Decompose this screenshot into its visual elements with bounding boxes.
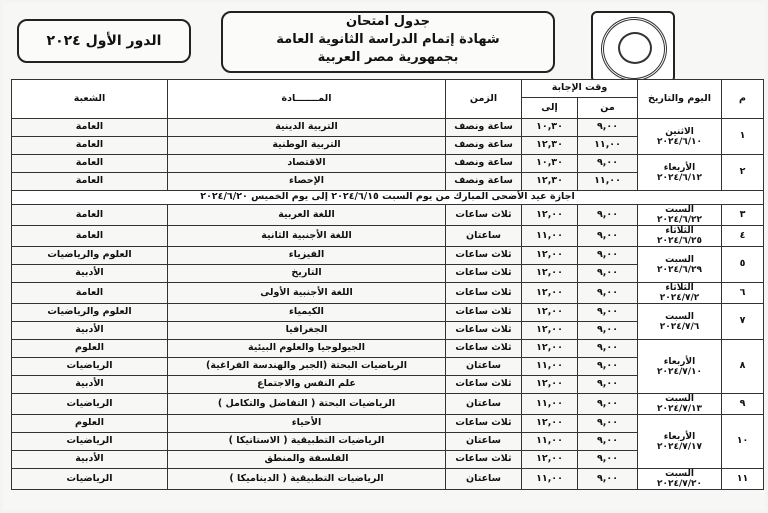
time-to: ١٢,٠٠ [522,283,578,304]
branch: العامة [12,173,168,191]
ministry-logo [591,11,675,83]
time-to: ١٢,٠٠ [522,376,578,394]
subject: التاريخ [168,265,446,283]
day-date-cell [638,394,722,415]
branch: العامة [12,283,168,304]
table-row [12,469,764,490]
duration: ثلاث ساعات [446,283,522,304]
subject: الجغرافيا [168,322,446,340]
day-name: الأربعاء [663,431,696,442]
subject: الرياضيات التطبيقية ( الديناميكا ) [168,469,446,490]
time-from: ١١,٠٠ [578,137,638,155]
day-date-cell [638,283,722,304]
exam-date: ٢٠٢٤/٦/٢٢ [656,215,703,225]
day-number: ٤ [722,226,764,247]
time-from: ٩,٠٠ [578,247,638,265]
time-from: ٩,٠٠ [578,376,638,394]
time-from: ٩,٠٠ [578,205,638,226]
time-to: ١٢,٠٠ [522,265,578,283]
duration: ساعة ونصف [446,137,522,155]
time-to: ١١,٠٠ [522,358,578,376]
day-number: ٣ [722,205,764,226]
exam-date: ٢٠٢٤/٧/٢ [659,293,700,303]
exam-schedule-sheet [3,3,765,510]
branch: العلوم والرياضيات [12,247,168,265]
exam-date: ٢٠٢٤/٦/١٠ [656,136,703,147]
table-row [12,304,764,322]
title-line-2: شهادة إتمام الدراسة الثانوية العامة [276,32,500,47]
subject: اللغة الأجنبية الثانية [168,226,446,247]
time-from: ٩,٠٠ [578,469,638,490]
branch: الرياضيات [12,433,168,451]
day-name: الثلاثاء [665,226,694,236]
schedule-table [11,79,764,490]
time-to: ١٢,٠٠ [522,247,578,265]
time-to: ١٢,٣٠ [522,137,578,155]
day-name: الاثنين [665,126,694,137]
subject: الكيمياء [168,304,446,322]
time-to: ١٢,٠٠ [522,415,578,433]
day-name: السبت [665,254,694,265]
day-name: الأربعاء [663,162,696,173]
branch: العلوم [12,415,168,433]
day-number: ١٠ [722,415,764,469]
subject: الرياضيات التطبيقية ( الاستاتيكا ) [168,433,446,451]
table-row [12,340,764,358]
col-duration: الزمن [446,80,522,119]
table-row [12,283,764,304]
subject: اللغة الأجنبية الأولى [168,283,446,304]
title-line-1: جدول امتحان [346,14,430,29]
subject: التربية الوطنية [168,137,446,155]
subject: الرياضيات البحتة (الجبر والهندسة الفراغية) [168,358,446,376]
col-num: م [722,80,764,119]
day-number: ٨ [722,340,764,394]
branch: الأدبية [12,376,168,394]
time-from: ٩,٠٠ [578,265,638,283]
day-name: الأربعاء [663,356,696,367]
day-name: السبت [665,311,694,322]
day-number: ١ [722,119,764,155]
day-date-cell [638,469,722,490]
branch: العامة [12,137,168,155]
day-date-cell [638,304,722,340]
col-subject: المـــــــادة [168,80,446,119]
day-date-cell [638,226,722,247]
duration: ساعتان [446,358,522,376]
time-from: ٩,٠٠ [578,322,638,340]
exam-date: ٢٠٢٤/٦/٢٩ [656,264,703,275]
branch: الرياضيات [12,358,168,376]
duration: ثلاث ساعات [446,376,522,394]
duration: ساعتان [446,469,522,490]
time-from: ١١,٠٠ [578,173,638,191]
title-line-3: بجمهورية مصر العربية [317,50,459,65]
duration: ساعة ونصف [446,119,522,137]
subject: اللغة العربية [168,205,446,226]
branch: الأدبية [12,451,168,469]
branch: الأدبية [12,265,168,283]
day-name: السبت [665,469,694,479]
day-number: ٥ [722,247,764,283]
time-from: ٩,٠٠ [578,119,638,137]
exam-date: ٢٠٢٤/٦/١٢ [656,172,703,183]
duration: ساعتان [446,226,522,247]
round-label: الدور الأول ٢٠٢٤ [46,33,162,49]
branch: العلوم [12,340,168,358]
holiday-row [12,191,764,205]
duration: ساعة ونصف [446,173,522,191]
col-from: من [578,98,638,119]
exam-date: ٢٠٢٤/٧/١٧ [656,441,703,452]
time-from: ٩,٠٠ [578,155,638,173]
time-to: ١٢,٠٠ [522,451,578,469]
day-name: السبت [665,394,694,404]
time-to: ١١,٠٠ [522,469,578,490]
table-row [12,155,764,173]
holiday-note: اجازة عيد الأضحى المبارك من يوم السبت ٢٠٢٤/٦/١٥ إلى يوم الخميس ٢٠٢٤/٦/٢٠ [12,191,764,205]
branch: العلوم والرياضيات [12,304,168,322]
time-from: ٩,٠٠ [578,340,638,358]
subject: الفلسفة والمنطق [168,451,446,469]
seal-icon [601,17,667,81]
schedule-body [12,119,764,490]
day-name: الثلاثاء [665,283,694,293]
time-to: ١٢,٠٠ [522,205,578,226]
subject: الرياضيات البحتة ( التفاضل والتكامل ) [168,394,446,415]
col-to: إلى [522,98,578,119]
duration: ثلاث ساعات [446,451,522,469]
subject: الأحياء [168,415,446,433]
day-number: ٢ [722,155,764,191]
subject: الإحصاء [168,173,446,191]
subject: الجيولوجيا والعلوم البيئية [168,340,446,358]
table-row [12,226,764,247]
table-row [12,119,764,137]
time-from: ٩,٠٠ [578,433,638,451]
col-day: اليوم والتاريخ [638,80,722,119]
day-date-cell [638,415,722,469]
exam-date: ٢٠٢٤/٧/١٣ [656,404,703,414]
day-date-cell [638,340,722,394]
time-to: ١١,٠٠ [522,394,578,415]
time-to: ١١,٠٠ [522,226,578,247]
day-date-cell [638,155,722,191]
branch: الأدبية [12,322,168,340]
round-box [17,19,191,63]
table-row [12,415,764,433]
exam-date: ٢٠٢٤/٧/٦ [659,321,700,332]
time-to: ١٢,٣٠ [522,173,578,191]
time-from: ٩,٠٠ [578,358,638,376]
day-date-cell [638,205,722,226]
day-number: ٦ [722,283,764,304]
time-from: ٩,٠٠ [578,394,638,415]
time-to: ١٢,٠٠ [522,340,578,358]
branch: العامة [12,119,168,137]
duration: ثلاث ساعات [446,304,522,322]
subject: التربية الدينية [168,119,446,137]
duration: ثلاث ساعات [446,265,522,283]
col-time: وقت الإجابة [522,80,638,98]
duration: ساعتان [446,433,522,451]
day-name: السبت [665,205,694,215]
duration: ثلاث ساعات [446,247,522,265]
time-from: ٩,٠٠ [578,226,638,247]
table-row [12,394,764,415]
time-to: ١٢,٠٠ [522,322,578,340]
duration: ساعتان [446,394,522,415]
time-from: ٩,٠٠ [578,451,638,469]
title-box [221,11,555,73]
time-from: ٩,٠٠ [578,415,638,433]
duration: ثلاث ساعات [446,322,522,340]
day-number: ١١ [722,469,764,490]
branch: العامة [12,226,168,247]
duration: ثلاث ساعات [446,205,522,226]
exam-date: ٢٠٢٤/٦/٢٥ [656,236,703,246]
time-from: ٩,٠٠ [578,283,638,304]
time-from: ٩,٠٠ [578,304,638,322]
table-row [12,205,764,226]
time-to: ١١,٠٠ [522,433,578,451]
exam-date: ٢٠٢٤/٧/٢٠ [656,479,703,489]
duration: ساعة ونصف [446,155,522,173]
duration: ثلاث ساعات [446,415,522,433]
branch: العامة [12,155,168,173]
duration: ثلاث ساعات [446,340,522,358]
subject: الفيزياء [168,247,446,265]
day-number: ٧ [722,304,764,340]
subject: علم النفس والاجتماع [168,376,446,394]
day-date-cell [638,247,722,283]
day-number: ٩ [722,394,764,415]
exam-date: ٢٠٢٤/٧/١٠ [656,366,703,377]
branch: الرياضيات [12,394,168,415]
time-to: ١٠,٣٠ [522,119,578,137]
table-row [12,247,764,265]
branch: الرياضيات [12,469,168,490]
day-date-cell [638,119,722,155]
time-to: ١٢,٠٠ [522,304,578,322]
time-to: ١٠,٣٠ [522,155,578,173]
subject: الاقتصاد [168,155,446,173]
branch: العامة [12,205,168,226]
col-branch: الشعبة [12,80,168,119]
